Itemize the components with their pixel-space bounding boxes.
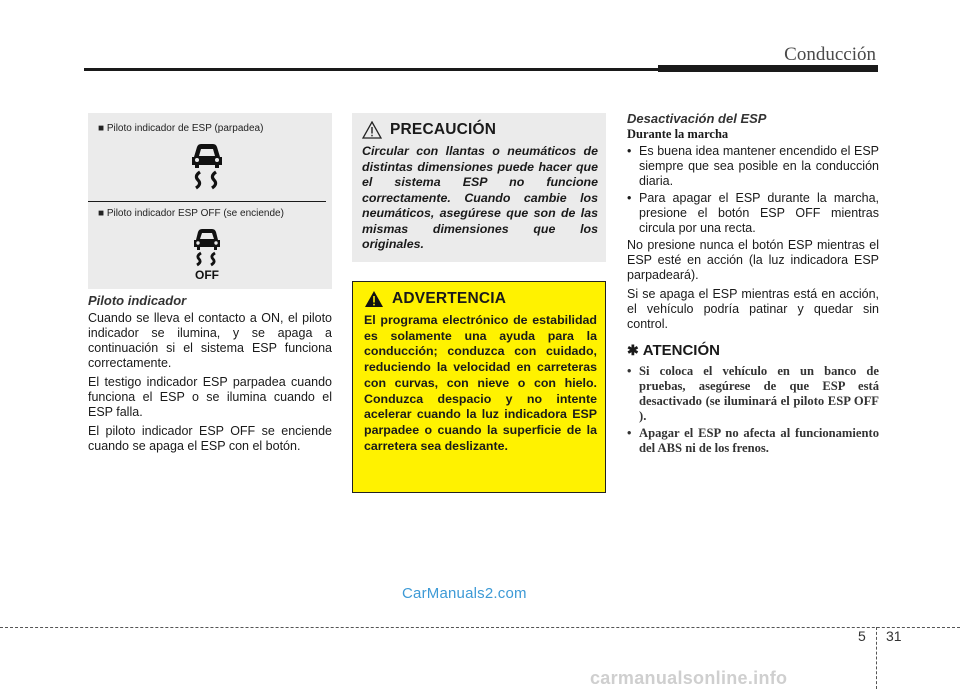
esp-off-icon (186, 225, 228, 281)
off-label: OFF (195, 268, 219, 281)
indicator-subtitle: Piloto indicador (88, 293, 187, 308)
attention-title: ATENCIÓN (642, 342, 720, 359)
caption-esp-blink: ■ Piloto indicador de ESP (parpadea) (98, 123, 264, 134)
paragraph: No presione nunca el botón ESP mientras el ESP esté en acción (la luz indicadora ESP parpadeará). (627, 238, 879, 282)
precaution-box (352, 113, 606, 262)
paragraph: El piloto indicador ESP OFF se enciende cuando se apaga el ESP con el botón. (88, 424, 332, 453)
list-item: • Apagar el ESP no afecta al funcionamiento del ABS ni de los frenos. (627, 426, 879, 456)
left-column (88, 293, 332, 458)
footer-line (0, 627, 960, 628)
right-column (627, 111, 879, 458)
indicator-illustration (88, 113, 332, 289)
paragraph: Cuando se lleva el contacto a ON, el piloto indicador se ilumina, y se apaga a continuación si el sistema ESP funciona correctamente. (88, 311, 332, 370)
chapter-number: 5 (858, 628, 866, 644)
header-rule (84, 68, 658, 71)
precaution-title: PRECAUCIÓN (390, 121, 497, 138)
indicator-divider (88, 201, 326, 202)
star-icon: ✱ (627, 342, 639, 358)
caption-esp-off: ■ Piloto indicador ESP OFF (se enciende) (98, 208, 284, 219)
warning-text: El programa electrónico de estabilidad es solamente una ayuda para la conducción; conduzca con cuidado, reduciendo la velocidad en carreteras con curvas, con nieve o con hielo. Conduzca despacio y no intente acelerar cuando la luz indicadora ESP parpadee o cuando la superficie de la carretera sea deslizante. (364, 313, 597, 453)
footer-separator (876, 627, 877, 689)
warning-box (352, 281, 606, 493)
paragraph: Si se apaga el ESP mientras está en acción, el vehículo podría patinar y quedar sin control. (627, 287, 879, 331)
warning-title: ADVERTENCIA (392, 290, 507, 307)
warning-triangle-icon (364, 290, 384, 308)
section-title: Conducción (784, 44, 876, 65)
precaution-text: Circular con llantas o neumáticos de distintas dimensiones puede hacer que el sistema ESP no funcione correctamente. Cuando cambie los neumáticos, asegúrese que son de las mismas dimensiones que los originales. (362, 144, 598, 251)
esp-skid-icon (186, 139, 228, 191)
esp-deactivation-subtitle: Desactivación del ESP (627, 111, 767, 126)
header-bar (658, 65, 878, 72)
caution-triangle-icon (362, 121, 382, 139)
site-watermark: carmanualsonline.info (590, 668, 788, 688)
paragraph: El testigo indicador ESP parpadea cuando funciona el ESP o se ilumina cuando el ESP falla. (88, 375, 332, 419)
during-driving-label: Durante la marcha (627, 127, 729, 141)
attention-heading (627, 342, 879, 359)
watermark-link[interactable]: CarManuals2.com (402, 585, 527, 602)
list-item: • Si coloca el vehículo en un banco de pruebas, asegúrese de que ESP está desactivado (se iluminará el piloto ESP OFF ). (627, 364, 879, 424)
list-item: • Para apagar el ESP durante la marcha, presione el botón ESP OFF mientras circula por una recta. (627, 191, 879, 236)
list-item: • Es buena idea mantener encendido el ESP siempre que sea posible en la conducción diaria. (627, 144, 879, 189)
page-number: 31 (886, 628, 902, 644)
